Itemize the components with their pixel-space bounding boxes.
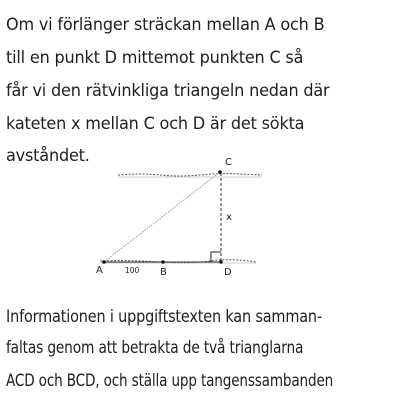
paragraph1-line-4: kateten x mellan C och D är det sökta [6, 114, 305, 134]
paragraph1-line-3: får vi den rätvinkliga triangeln nedan där [6, 81, 330, 101]
paragraph1-line-1: Om vi förlänger sträckan mellan A och B [6, 15, 325, 35]
label-c: C [225, 157, 232, 168]
label-x: x [226, 212, 232, 223]
point-d [219, 260, 223, 264]
point-a [102, 260, 106, 264]
paragraph1-line-5: avståndet. [6, 146, 90, 166]
top-bank-line [118, 174, 262, 177]
paragraph2-line-1: Informationen i uppgiftstexten kan samman- [6, 307, 322, 327]
paragraph2-line-3: ACD och BCD, och ställa upp tangenssambanden [6, 371, 334, 391]
paragraph1-line-2: till en punkt D mittemot punkten C så [6, 48, 304, 68]
point-c [218, 170, 222, 174]
hypotenuse-ac [104, 172, 220, 262]
label-distance-100: 100 [125, 266, 140, 275]
label-b: B [160, 267, 167, 278]
bottom-bank-line [100, 260, 256, 263]
point-b [161, 260, 165, 264]
paragraph2-line-2: faltas genom att betrakta de två trianglarna [6, 338, 304, 358]
label-d: D [224, 267, 232, 278]
label-a: A [96, 265, 103, 276]
